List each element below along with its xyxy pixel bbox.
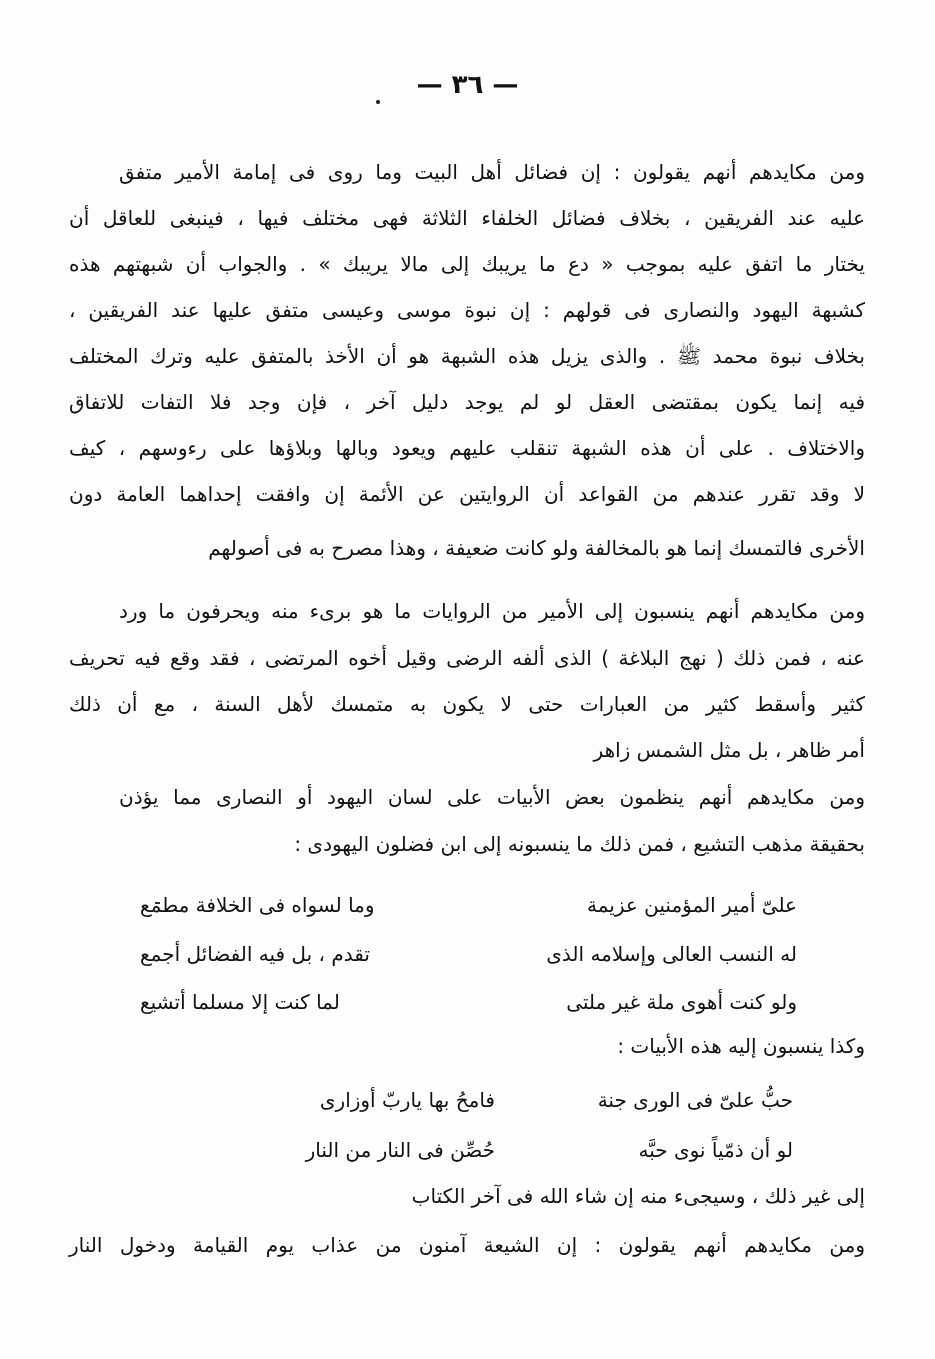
text-line: ومن مكايدهم أنهم يقولون : إن الشيعة آمنون من عذاب يوم القيامة ودخول النار bbox=[69, 1233, 865, 1257]
text-line: كثير وأسقط كثير من العبارات حتى لا يكون به متمسك لأهل السنة ، مع أن ذلك bbox=[69, 692, 865, 716]
text-line: عليه عند الفريقين ، بخلاف فضائل الخلفاء الثلاثة فهى مختلف فيها ، فينبغى للعاقل أن bbox=[69, 206, 865, 230]
verse-first-hemistich: ولو كنت أهوى ملة غير ملتى bbox=[566, 990, 797, 1014]
ink-dot bbox=[376, 100, 380, 104]
text-line: أمر ظاهر ، بل مثل الشمس زاهر bbox=[593, 738, 865, 762]
verse-second-hemistich: وما لسواه فى الخلافة مطمع bbox=[140, 893, 375, 917]
verse-first-hemistich: علىّ أمير المؤمنين عزيمة bbox=[586, 893, 797, 917]
verse-second-hemistich: تقدم ، بل فيه الفضائل أجمع bbox=[140, 942, 370, 966]
text-line: الأخرى فالتمسك إنما هو بالمخالفة ولو كانت ضعيفة ، وهذا مصرح به فى أصولهم bbox=[208, 536, 865, 560]
text-line: ومن مكايدهم أنهم ينظمون بعض الأبيات على لسان اليهود أو النصارى مما يؤذن bbox=[119, 785, 865, 809]
verse-second-hemistich: حُصِّن فى النار من النار bbox=[305, 1138, 495, 1162]
text-line: فيه إنما يكون بمقتضى العقل لو لم يوجد دليل آخر ، فإن وجد فلا التفات للاتفاق bbox=[69, 390, 865, 414]
text-line: بحقيقة مذهب التشيع ، فمن ذلك ما ينسبونه إلى ابن فضلون اليهودى : bbox=[294, 832, 865, 856]
text-line: ومن مكايدهم أنهم يقولون : إن فضائل أهل البيت وما روى فى إمامة الأمير متفق bbox=[119, 160, 865, 184]
verse-second-hemistich: لما كنت إلا مسلما أتشيع bbox=[140, 990, 340, 1014]
verse-intro: وكذا ينسبون إليه هذه الأبيات : bbox=[617, 1034, 865, 1058]
text-line: إلى غير ذلك ، وسيجىء منه إن شاء الله فى آخر الكتاب bbox=[411, 1184, 865, 1208]
verse-second-hemistich: فامحُ بها ياربّ أوزارى bbox=[319, 1088, 495, 1112]
page-number: — ٣٦ — bbox=[416, 70, 519, 100]
text-line: بخلاف نبوة محمد ﷺ . والذى يزيل هذه الشبهة هو أن الأخذ بالمتفق عليه وترك المختلف bbox=[69, 344, 865, 368]
text-line: يختار ما اتفق عليه بموجب « دع ما يريبك إلى مالا يريبك » . والجواب أن شبهتهم هذه bbox=[69, 252, 865, 276]
verse-first-hemistich: له النسب العالى وإسلامه الذى bbox=[546, 942, 797, 966]
text-line: والاختلاف . على أن هذه الشبهة تنقلب عليهم ويعود وبالها وبلاؤها على رءوسهم ، كيف bbox=[69, 436, 865, 460]
text-line: عنه ، فمن ذلك ( نهج البلاغة ) الذى ألفه الرضى وقيل أخوه المرتضى ، فقد وقع فيه تحريف bbox=[69, 646, 865, 670]
verse-first-hemistich: لو أن ذمّياً نوى حبَّه bbox=[638, 1138, 793, 1162]
verse-first-hemistich: حبُّ علىّ فى الورى جنة bbox=[597, 1088, 793, 1112]
text-line: كشبهة اليهود والنصارى فى قولهم : إن نبوة موسى وعيسى متفق عليها عند الفريقين ، bbox=[69, 298, 865, 322]
text-line: لا وقد تقرر عندهم من القواعد أن الروايتين عن الأئمة إن وافقت إحداهما العامة دون bbox=[69, 482, 865, 506]
text-line: ومن مكايدهم أنهم ينسبون إلى الأمير من الروايات ما هو برىء منه ويحرفون ما ورد bbox=[119, 599, 865, 623]
